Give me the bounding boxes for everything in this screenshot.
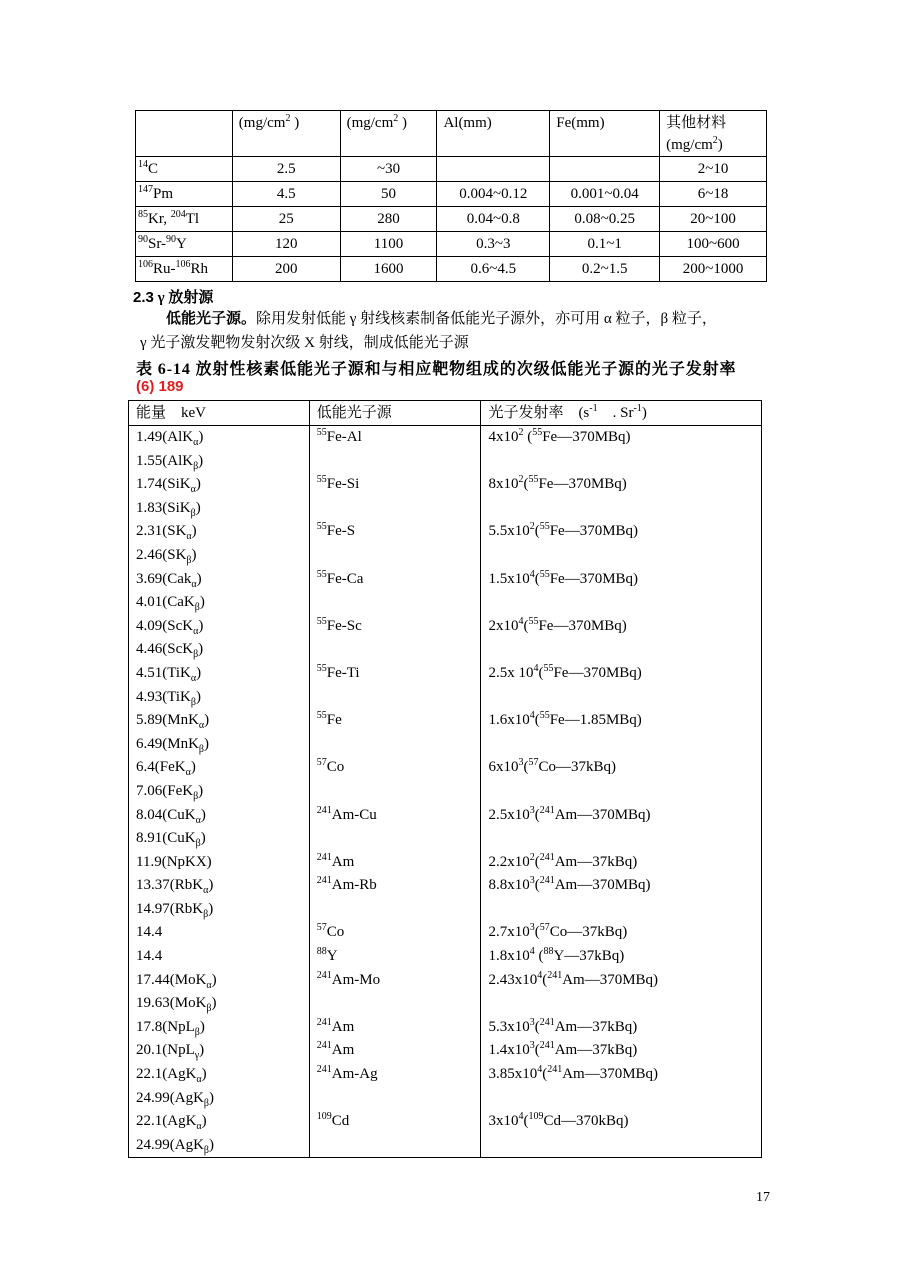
- rate-cell: [481, 450, 762, 474]
- table-row: [129, 945, 762, 969]
- energy-cell: 4.93(TiK$_\beta$): [129, 686, 310, 710]
- table-row: [129, 544, 762, 568]
- rate-cell: [481, 686, 762, 710]
- source-cell: [309, 992, 481, 1016]
- table-row: [129, 1087, 762, 1111]
- energy-cell: 22.1(AgK$_\alpha$): [129, 1063, 310, 1087]
- rate-cell: $1.6x10^4(^{55}Fe—1.85MBq)$: [481, 709, 762, 733]
- energy-cell: 24.99(AgK$_\beta$): [129, 1087, 310, 1111]
- rate-cell: $3x10^4(^{109}Cd—370kBq)$: [481, 1110, 762, 1134]
- section-title: 2.3 γ 放射源: [133, 289, 214, 306]
- table-row: [129, 497, 762, 521]
- table-row: [129, 686, 762, 710]
- source-cell: $^{55}$Fe-Ti: [309, 662, 481, 686]
- value-cell: 6~18: [660, 182, 767, 207]
- rate-cell: $2x10^4(^{55}Fe—370MBq)$: [481, 615, 762, 639]
- table-row: [129, 827, 762, 851]
- table-caption: 表 6-14 放射性核素低能光子源和与相应靶物组成的次级低能光子源的光子发射率: [136, 361, 737, 378]
- energy-cell: 6.4(FeK$_\alpha$): [129, 756, 310, 780]
- value-cell: 4.5: [232, 182, 340, 207]
- source-cell: $^{241}$Am: [309, 1016, 481, 1040]
- source-cell: [309, 1134, 481, 1158]
- nuclide-cell: $^{147}$Pm: [136, 182, 233, 207]
- paragraph-text-1: 除用发射低能 γ 射线核素制备低能光子源外，亦可用 α 粒子，β 粒子，: [256, 311, 717, 327]
- rate-cell: $2.2x10^2(^{241}Am—37kBq)$: [481, 851, 762, 875]
- table-row: [129, 1016, 762, 1040]
- photon-source-table: [128, 400, 762, 1158]
- value-cell: 100~600: [660, 232, 767, 257]
- rate-cell: $2.7x10^3(^{57}Co—37kBq)$: [481, 921, 762, 945]
- source-cell: [309, 1087, 481, 1111]
- energy-cell: 1.49(AlK$_\alpha$): [129, 426, 310, 450]
- table-row: [129, 898, 762, 922]
- value-cell: [550, 157, 660, 182]
- value-cell: 0.2~1.5: [550, 257, 660, 282]
- source-cell: [309, 686, 481, 710]
- table-row: [129, 591, 762, 615]
- source-cell: $^{57}$Co: [309, 921, 481, 945]
- header-cell: Fe(mm): [550, 111, 660, 157]
- rate-cell: [481, 898, 762, 922]
- value-cell: 0.08~0.25: [550, 207, 660, 232]
- nuclide-cell: $^{85}$Kr, $^{204}$Tl: [136, 207, 233, 232]
- energy-cell: 20.1(NpL$_\gamma$): [129, 1039, 310, 1063]
- value-cell: 280: [340, 207, 437, 232]
- table-row: [129, 426, 762, 450]
- value-cell: 200: [232, 257, 340, 282]
- page-number: 17: [756, 1190, 770, 1205]
- energy-cell: 4.46(ScK$_\beta$): [129, 638, 310, 662]
- energy-cell: 4.01(CaK$_\beta$): [129, 591, 310, 615]
- table-row: [129, 1110, 762, 1134]
- value-cell: 0.1~1: [550, 232, 660, 257]
- energy-cell: 1.83(SiK$_\beta$): [129, 497, 310, 521]
- energy-cell: 7.06(FeK$_\beta$): [129, 780, 310, 804]
- source-cell: [309, 591, 481, 615]
- nuclide-cell: $^{106}$Ru-$^{106}$Rh: [136, 257, 233, 282]
- energy-cell: 8.04(CuK$_\alpha$): [129, 804, 310, 828]
- table-row: [129, 473, 762, 497]
- table-row: [129, 756, 762, 780]
- energy-cell: 11.9(NpKX): [129, 851, 310, 875]
- table-row: [136, 182, 767, 207]
- source-cell: $^{241}$Am: [309, 851, 481, 875]
- rate-cell: [481, 780, 762, 804]
- header-cell: Al(mm): [437, 111, 550, 157]
- source-cell: $^{241}$Am: [309, 1039, 481, 1063]
- header-cell: 其他材料 $(mg/cm^2)$: [660, 111, 767, 157]
- energy-cell: 13.37(RbK$_\alpha$): [129, 874, 310, 898]
- source-cell: [309, 544, 481, 568]
- energy-cell: 22.1(AgK$_\alpha$): [129, 1110, 310, 1134]
- header-cell: [136, 111, 233, 157]
- energy-cell: 4.51(TiK$_\alpha$): [129, 662, 310, 686]
- caption-reference: (6) 189: [136, 378, 184, 395]
- header-cell: ($mg/cm^2$ ): [232, 111, 340, 157]
- source-cell: $^{57}$Co: [309, 756, 481, 780]
- source-cell: [309, 497, 481, 521]
- energy-cell: 3.69(Cak$_\alpha$): [129, 568, 310, 592]
- rate-cell: [481, 992, 762, 1016]
- rate-cell: [481, 591, 762, 615]
- value-cell: 0.001~0.04: [550, 182, 660, 207]
- source-cell: [309, 827, 481, 851]
- header-cell: ($mg/cm^2$ ): [340, 111, 437, 157]
- table-header-row: [129, 401, 762, 426]
- table-row: [129, 1134, 762, 1158]
- table-row: [136, 157, 767, 182]
- value-cell: 0.3~3: [437, 232, 550, 257]
- rate-cell: $3.85x10^4(^{241}Am—370MBq)$: [481, 1063, 762, 1087]
- rate-cell: $2.5x10^3(^{241}Am—370MBq)$: [481, 804, 762, 828]
- table-row: [136, 257, 767, 282]
- source-cell: $^{109}$Cd: [309, 1110, 481, 1134]
- source-cell: $^{241}$Am-Rb: [309, 874, 481, 898]
- value-cell: 0.04~0.8: [437, 207, 550, 232]
- nuclide-cell: $^{14}$C: [136, 157, 233, 182]
- value-cell: 2~10: [660, 157, 767, 182]
- value-cell: 0.004~0.12: [437, 182, 550, 207]
- rate-cell: $1.5x10^4(^{55}Fe—370MBq)$: [481, 568, 762, 592]
- value-cell: 20~100: [660, 207, 767, 232]
- rate-cell: [481, 544, 762, 568]
- source-cell: $^{55}$Fe-Al: [309, 426, 481, 450]
- table-row: [129, 662, 762, 686]
- rate-cell: $1.8x10^4$ ($^{88}$Y—37kBq): [481, 945, 762, 969]
- energy-cell: 4.09(ScK$_\alpha$): [129, 615, 310, 639]
- table-row: [129, 568, 762, 592]
- source-cell: [309, 638, 481, 662]
- source-cell: [309, 733, 481, 757]
- value-cell: 0.6~4.5: [437, 257, 550, 282]
- table-row: [129, 851, 762, 875]
- paragraph-line-1: [166, 307, 786, 331]
- value-cell: 50: [340, 182, 437, 207]
- rate-cell: $8x10^2(^{55}Fe—370MBq)$: [481, 473, 762, 497]
- value-cell: [437, 157, 550, 182]
- table-row: [129, 921, 762, 945]
- rate-cell: $1.4x10^3(^{241}Am—37kBq)$: [481, 1039, 762, 1063]
- source-cell: $^{241}$Am-Mo: [309, 969, 481, 993]
- table-row: [129, 780, 762, 804]
- source-cell: [309, 780, 481, 804]
- energy-cell: $2.31(SK_\alpha)$: [129, 520, 310, 544]
- table-row: [136, 207, 767, 232]
- value-cell: 200~1000: [660, 257, 767, 282]
- energy-cell: 6.49(MnK$_\beta$): [129, 733, 310, 757]
- table-row: [129, 638, 762, 662]
- value-cell: 1600: [340, 257, 437, 282]
- header-cell: 光子发射率 ($s^{-1}$ . $Sr^{-1}$): [481, 401, 762, 426]
- rate-cell: $2.43x10^4(^{241}Am—370MBq)$: [481, 969, 762, 993]
- energy-cell: 24.99(AgK$_\beta$): [129, 1134, 310, 1158]
- source-cell: $^{241}$Am-Ag: [309, 1063, 481, 1087]
- energy-cell: 14.4: [129, 921, 310, 945]
- energy-cell: 17.44(MoK$_\alpha$): [129, 969, 310, 993]
- source-cell: $^{241}$Am-Cu: [309, 804, 481, 828]
- rate-cell: $5.5x10^2(^{55}Fe—370MBq)$: [481, 520, 762, 544]
- source-cell: $^{88}$Y: [309, 945, 481, 969]
- table-row: [129, 1039, 762, 1063]
- shielding-thickness-table: [135, 110, 767, 282]
- value-cell: 1100: [340, 232, 437, 257]
- source-cell: $^{55}$Fe-Si: [309, 473, 481, 497]
- energy-cell: 5.89(MnK$_\alpha$): [129, 709, 310, 733]
- energy-cell: 1.55(AlK$_\beta$): [129, 450, 310, 474]
- rate-cell: [481, 1087, 762, 1111]
- rate-cell: $8.8x10^3(^{241}Am—370MBq)$: [481, 874, 762, 898]
- rate-cell: 2.5x $10^4(^{55}Fe—370MBq)$: [481, 662, 762, 686]
- rate-cell: $4x10^2$ ($^{55}$Fe—370MBq): [481, 426, 762, 450]
- rate-cell: $5.3x10^3(^{241}Am—37kBq)$: [481, 1016, 762, 1040]
- energy-cell: 14.97(RbK$_\beta$): [129, 898, 310, 922]
- value-cell: ~30: [340, 157, 437, 182]
- paragraph-line-2: γ 光子激发靶物发射次级 X 射线，制成低能光子源: [140, 335, 469, 351]
- table-row: [129, 1063, 762, 1087]
- rate-cell: $6x10^3(^{57}Co—37kBq)$: [481, 756, 762, 780]
- energy-cell: 14.4: [129, 945, 310, 969]
- rate-cell: [481, 733, 762, 757]
- nuclide-cell: $^{90}$Sr-$^{90}$Y: [136, 232, 233, 257]
- value-cell: 2.5: [232, 157, 340, 182]
- header-cell: 低能光子源: [309, 401, 481, 426]
- source-cell: $^{55}$Fe-Ca: [309, 568, 481, 592]
- table-row: [129, 450, 762, 474]
- value-cell: 25: [232, 207, 340, 232]
- paragraph-lead: 低能光子源。: [166, 311, 257, 327]
- table-row: [129, 969, 762, 993]
- table-row: [129, 709, 762, 733]
- table-row: [129, 520, 762, 544]
- energy-cell: 17.8(NpL$_\beta$): [129, 1016, 310, 1040]
- table-row: [129, 733, 762, 757]
- energy-cell: 19.63(MoK$_\beta$): [129, 992, 310, 1016]
- value-cell: 120: [232, 232, 340, 257]
- table-row: [136, 232, 767, 257]
- source-cell: $^{55}$Fe-Sc: [309, 615, 481, 639]
- table-header-row: [136, 111, 767, 157]
- header-cell: 能量 keV: [129, 401, 310, 426]
- energy-cell: 8.91(CuK$_\beta$): [129, 827, 310, 851]
- source-cell: $^{55}$Fe: [309, 709, 481, 733]
- energy-cell: 1.74(SiK$_\alpha$): [129, 473, 310, 497]
- rate-cell: [481, 1134, 762, 1158]
- energy-cell: $2.46(SK_\beta)$: [129, 544, 310, 568]
- source-cell: $^{55}$Fe-S: [309, 520, 481, 544]
- table-row: [129, 615, 762, 639]
- table-row: [129, 992, 762, 1016]
- rate-cell: [481, 497, 762, 521]
- source-cell: [309, 450, 481, 474]
- source-cell: [309, 898, 481, 922]
- rate-cell: [481, 638, 762, 662]
- rate-cell: [481, 827, 762, 851]
- table-row: [129, 804, 762, 828]
- table-row: [129, 874, 762, 898]
